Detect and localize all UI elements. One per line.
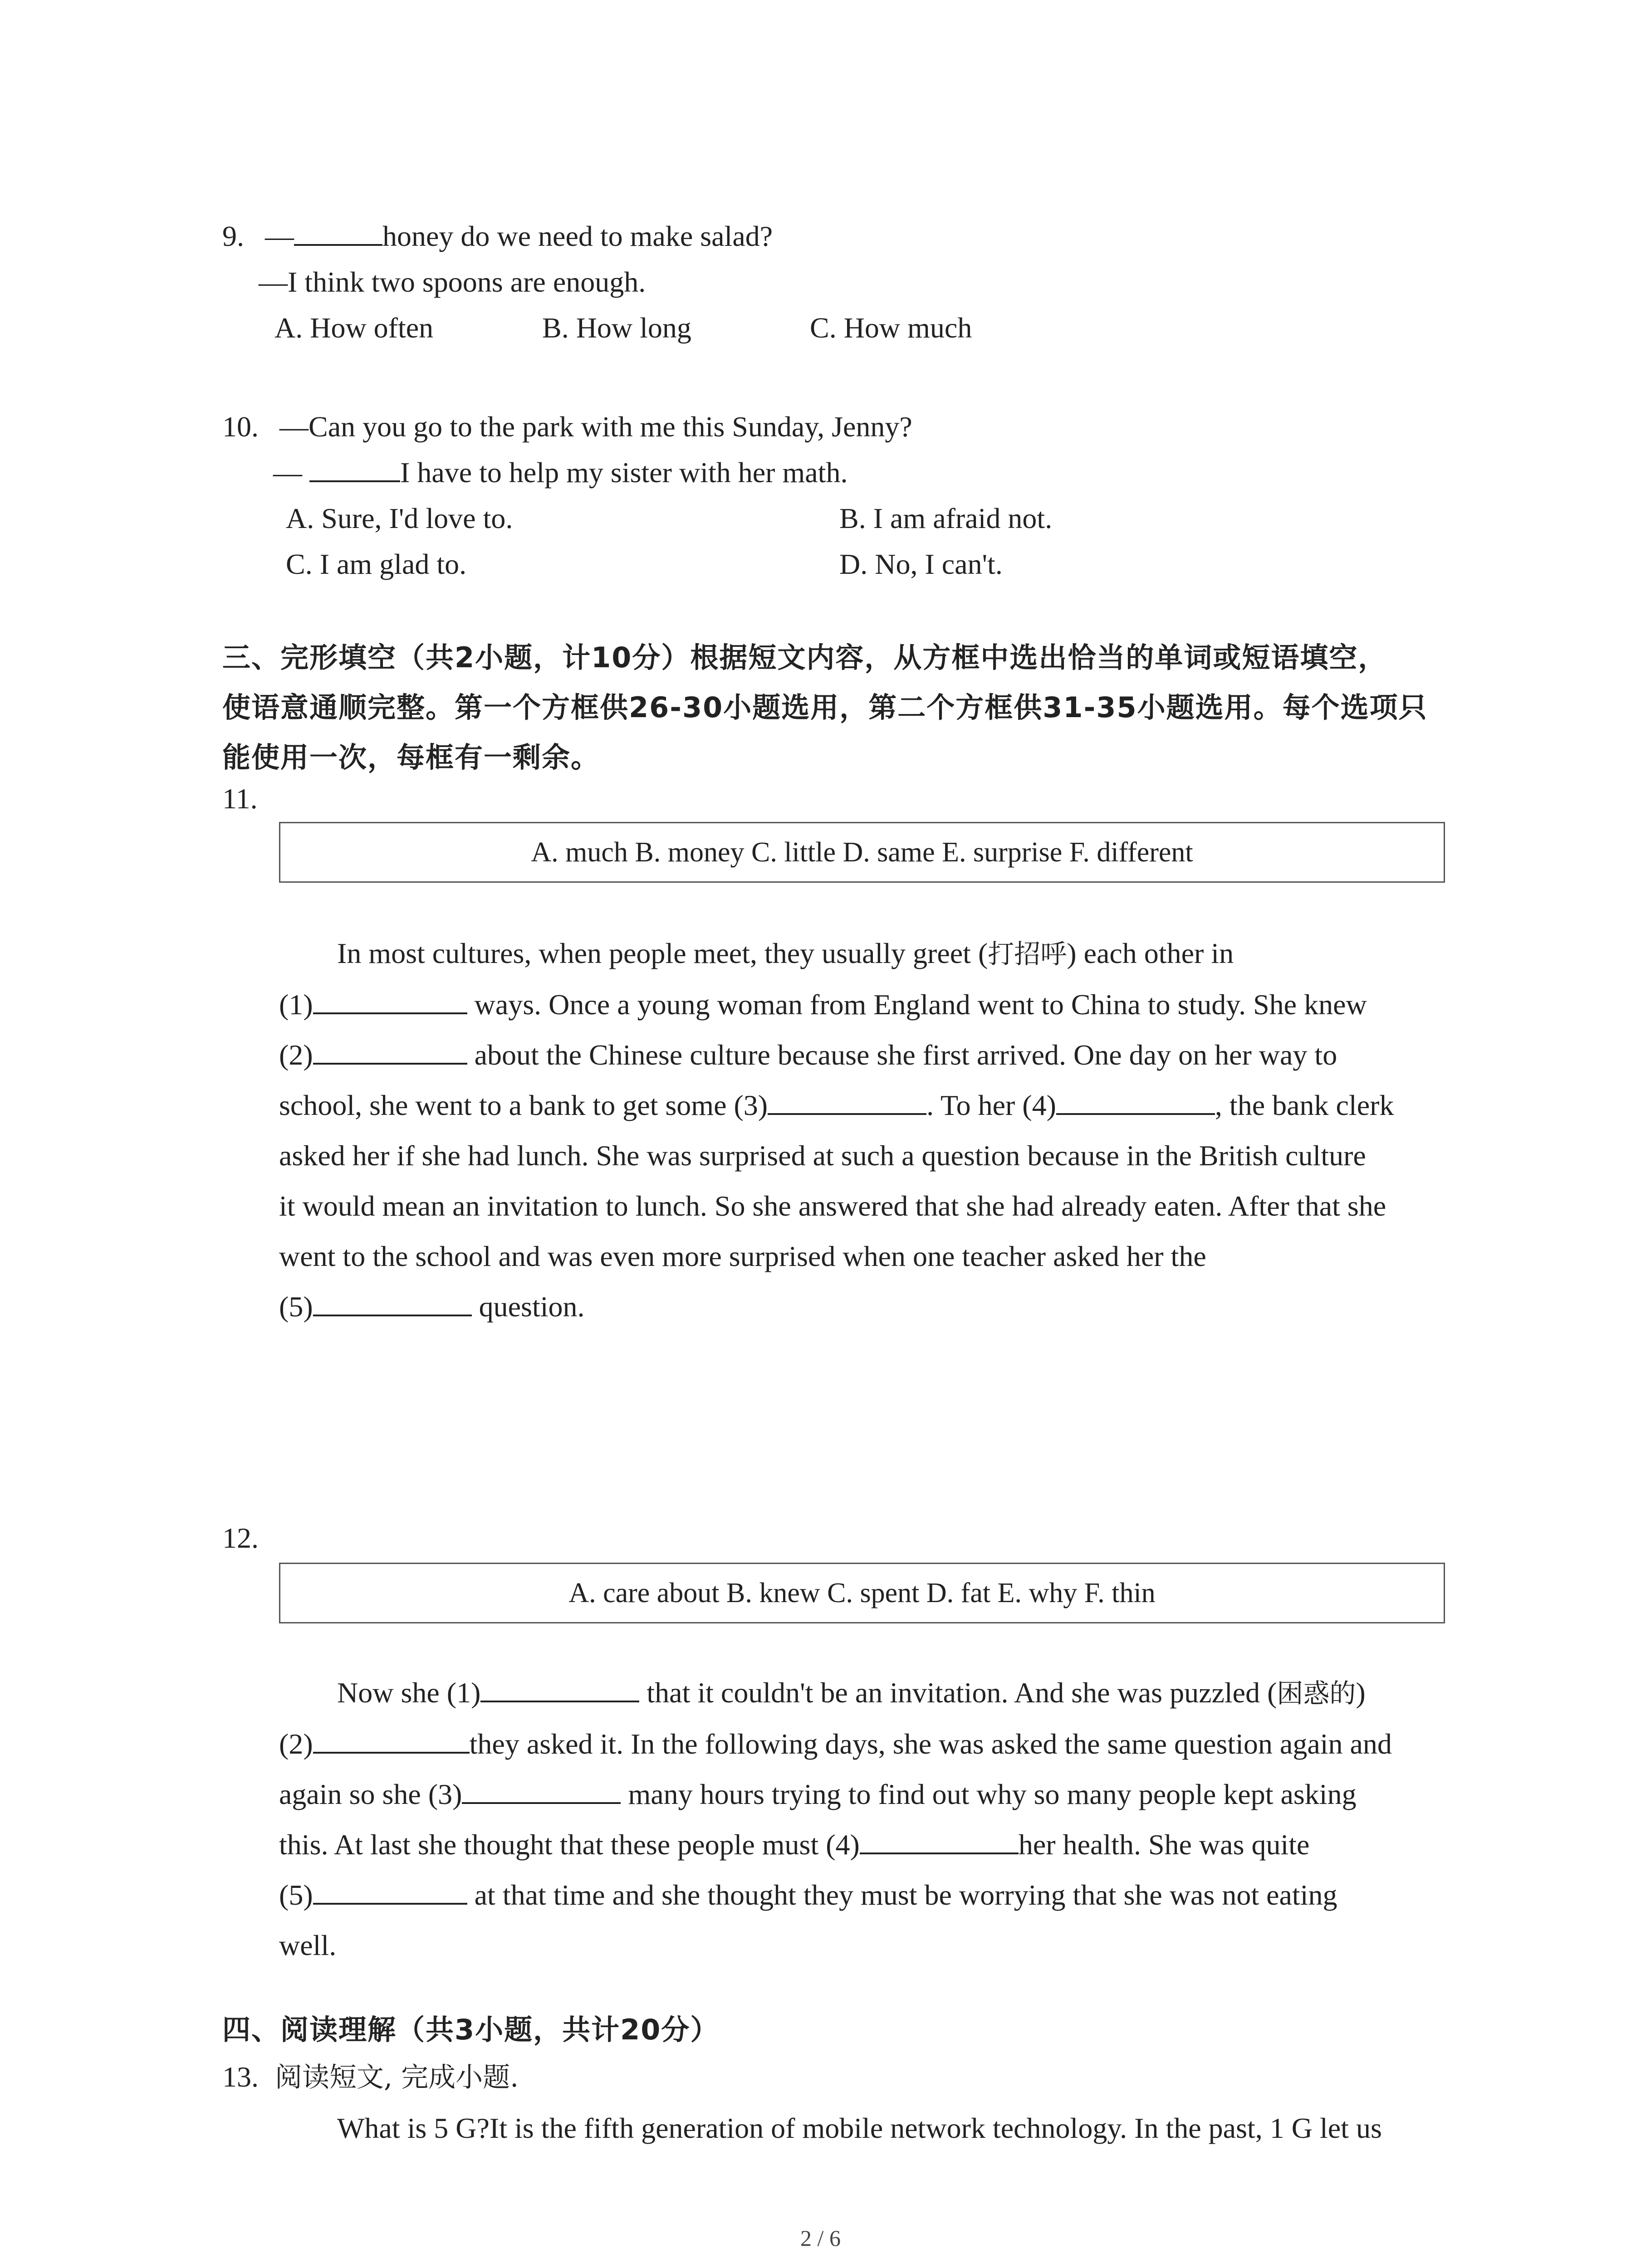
page-number: 2 / 6 — [800, 2225, 841, 2251]
question-instruction: 阅读短文, 完成小题. — [275, 2062, 519, 2093]
chinese-gloss: 打招呼 — [988, 938, 1067, 969]
passage-text: . To her (4) — [926, 1089, 1056, 1121]
option-d: D. No, I can't. — [839, 548, 1003, 580]
blank-label: (2) — [279, 1728, 313, 1760]
passage-text: well. — [279, 1929, 337, 1961]
answer-blank — [294, 218, 382, 246]
option-a: A. Sure, I'd love to. — [286, 502, 513, 534]
question-number: 10. — [222, 411, 259, 443]
question-reply: —I think two spoons are enough. — [259, 266, 646, 298]
passage-text: In most cultures, when people meet, they usually greet ( — [337, 937, 988, 969]
options-row — [222, 541, 1470, 587]
section-heading-line: 能使用一次，每框有一剩余。 — [222, 741, 600, 774]
passage-text: it would mean an invitation to lunch. So she answered that she had already eaten. After that she — [279, 1190, 1386, 1222]
option-a: A. How often — [274, 312, 434, 344]
passage-text: many hours trying to find out why so many people kept asking — [621, 1778, 1357, 1810]
answer-blank — [860, 1826, 1019, 1854]
question-number: 11. — [222, 782, 258, 815]
section-3-heading — [222, 633, 1474, 782]
question-13 — [222, 2054, 1470, 2101]
passage-text: ways. Once a young woman from England went to China to study. She knew — [467, 988, 1367, 1021]
question-stem-dash: — — [265, 220, 294, 252]
section-4-heading: 四、阅读理解（共3小题，共计20分） — [222, 2013, 720, 2046]
passage-text: What is 5 G?It is the fifth generation of mobile network technology. In the past, 1 G let us — [337, 2112, 1382, 2144]
question-11-number-wrap — [222, 776, 1470, 821]
passage-text: again so she (3) — [279, 1778, 462, 1810]
answer-blank — [313, 1725, 470, 1754]
option-b: B. I am afraid not. — [839, 502, 1053, 534]
passage-text: , the bank clerk — [1215, 1089, 1394, 1121]
question-stem: —Can you go to the park with me this Sunday, Jenny? — [279, 411, 912, 443]
question-stem: honey do we need to make salad? — [382, 220, 773, 252]
passage-text: her health. She was quite — [1018, 1828, 1310, 1861]
passage-text: went to the school and was even more surprised when one teacher asked her the — [279, 1240, 1206, 1272]
reply-dash: — — [273, 456, 309, 489]
word-box-2: A. care about B. knew C. spent D. fat E. why F. thin — [279, 1563, 1445, 1623]
question-9 — [222, 213, 1470, 351]
blank-label: (2) — [279, 1039, 313, 1071]
passage-text: Now she (1) — [337, 1677, 481, 1709]
section-heading-line: 使语意通顺完整。第一个方框供26-30小题选用，第二个方框供31-35小题选用。每个选项只 — [222, 691, 1428, 724]
passage-12 — [279, 1667, 1447, 1970]
question-reply: I have to help my sister with her math. — [400, 456, 848, 489]
passage-text: about the Chinese culture because she first arrived. One day on her way to — [467, 1039, 1337, 1071]
passage-text: they asked it. In the following days, she was asked the same question again and — [469, 1728, 1392, 1760]
question-number: 9. — [222, 220, 244, 252]
passage-text: that it couldn't be an invitation. And she was puzzled ( — [639, 1677, 1277, 1709]
chinese-gloss: 困惑的 — [1277, 1678, 1356, 1709]
passage-11 — [279, 928, 1447, 1332]
option-b: B. How long — [542, 312, 691, 344]
answer-blank — [313, 986, 467, 1014]
word-box-1: A. much B. money C. little D. same E. surprise F. different — [279, 822, 1445, 883]
answer-blank — [313, 1036, 467, 1065]
passage-text: at that time and she thought they must be worrying that she was not eating — [467, 1879, 1337, 1911]
question-number: 13. — [222, 2061, 259, 2093]
answer-blank — [313, 1877, 467, 1905]
passage-text: ) — [1356, 1677, 1366, 1709]
answer-blank — [768, 1087, 926, 1115]
answer-blank — [480, 1674, 639, 1702]
answer-blank — [462, 1776, 621, 1804]
passage-text: asked her if she had lunch. She was surprised at such a question because in the British culture — [279, 1139, 1366, 1172]
question-10 — [222, 404, 1470, 587]
option-c: C. How much — [810, 312, 972, 344]
answer-blank — [1056, 1087, 1215, 1115]
blank-label: (5) — [279, 1879, 313, 1911]
options-row — [222, 305, 1470, 351]
option-c: C. I am glad to. — [286, 548, 467, 580]
question-number: 12. — [222, 1522, 259, 1554]
question-12-number-wrap — [222, 1515, 1470, 1561]
section-heading-line: 三、完形填空（共2小题，计10分）根据短文内容，从方框中选出恰当的单词或短语填空， — [222, 641, 1387, 674]
blank-label: (1) — [279, 988, 313, 1021]
passage-text: school, she went to a bank to get some (3) — [279, 1089, 768, 1121]
blank-label: (5) — [279, 1290, 313, 1323]
answer-blank — [309, 454, 400, 482]
passage-13 — [279, 2103, 1447, 2153]
passage-text: this. At last she thought that these people must (4) — [279, 1828, 860, 1861]
passage-text: question. — [471, 1290, 585, 1323]
passage-text: ) each other in — [1067, 937, 1234, 969]
answer-blank — [313, 1288, 472, 1316]
options-row — [222, 495, 1470, 541]
